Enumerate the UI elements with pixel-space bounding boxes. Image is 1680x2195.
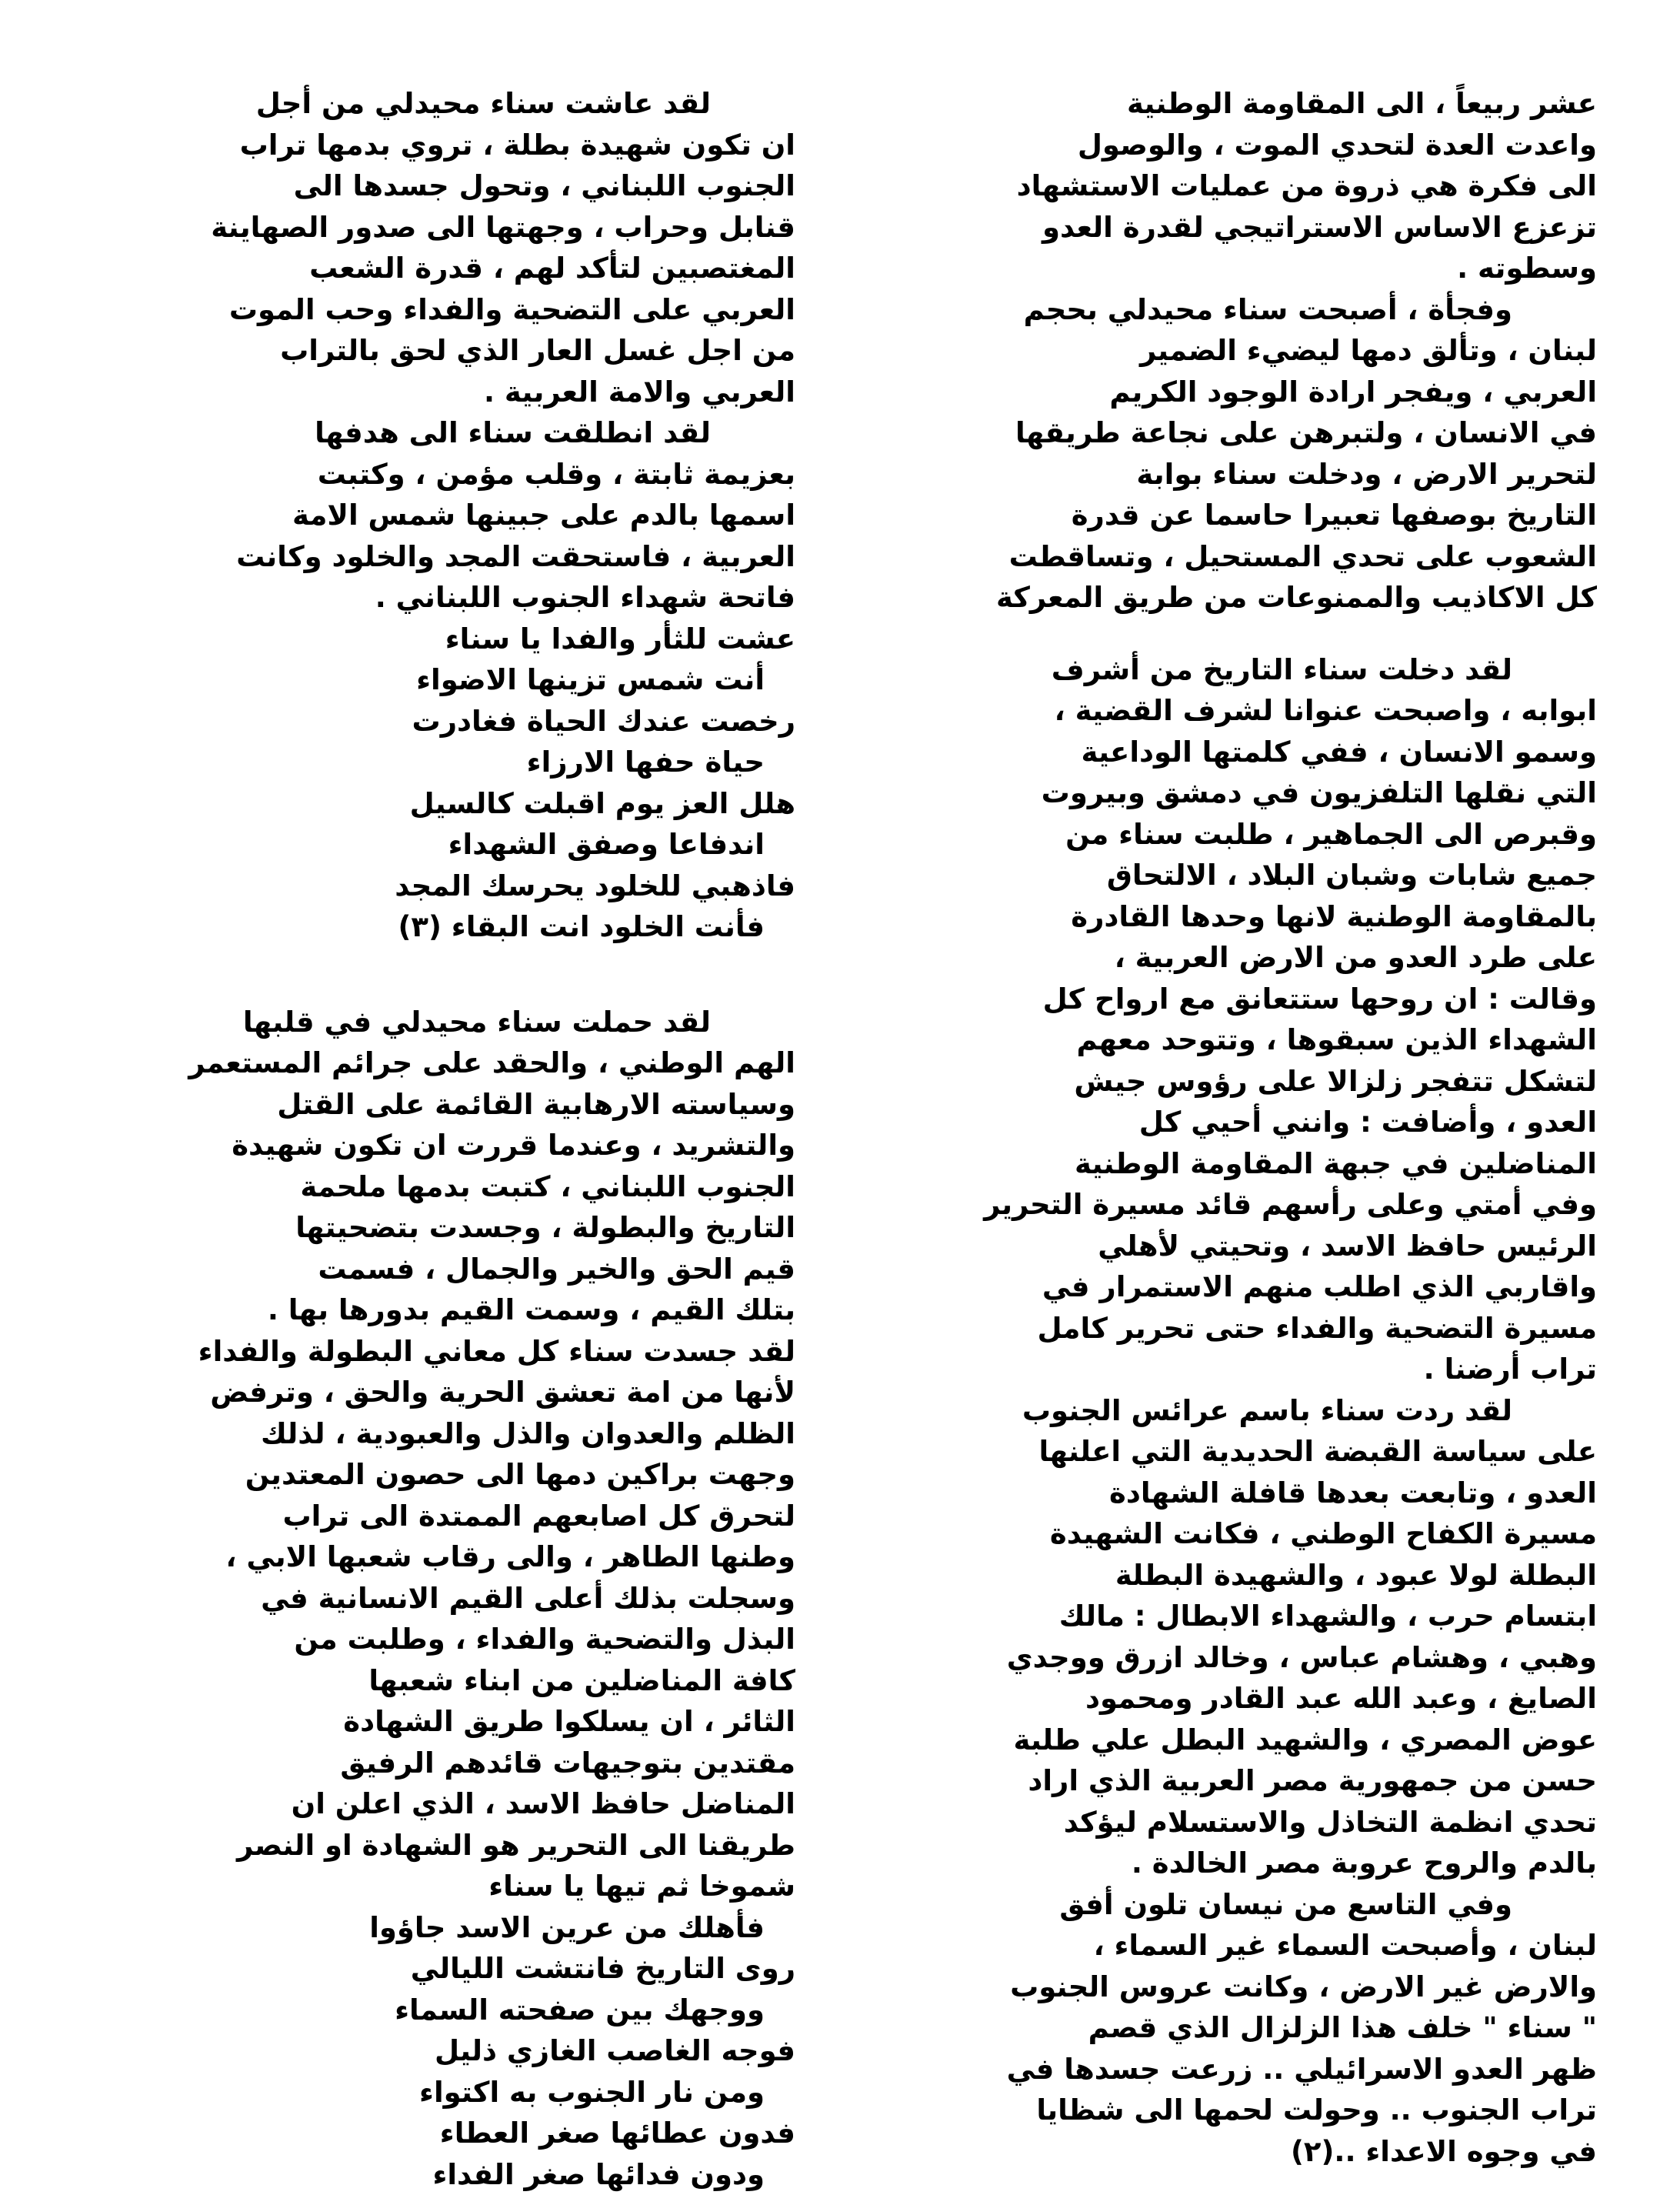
text-line: طريقنا الى التحرير هو الشهادة او النصر	[111, 1825, 795, 1866]
poem-line: حياة حفها الارزاء	[111, 742, 795, 783]
text-line: تراب أرضنا .	[912, 1349, 1597, 1390]
paragraph-start: لقد انطلقت سناء الى هدفها	[111, 412, 795, 454]
poem-line: فوجه الغاصب الغازي ذليل	[111, 2030, 795, 2072]
text-line: حسن من جمهورية مصر العربية الذي اراد	[912, 1760, 1597, 1802]
text-line: جميع شابات وشبان البلاد ، الالتحاق	[912, 855, 1597, 896]
text-line: المغتصبين لتأكد لهم ، قدرة الشعب	[111, 248, 795, 289]
text-line: الظلم والعدوان والذل والعبودية ، لذلك	[111, 1413, 795, 1455]
text-line: اسمها بالدم على جبينها شمس الامة	[111, 495, 795, 536]
text-line: العربي على التضحية والفداء وحب الموت	[111, 289, 795, 331]
poem-line: فاذهبي للخلود يحرسك المجد	[111, 866, 795, 907]
text-line: العدو ، وتابعت بعدها قافلة الشهادة	[912, 1473, 1597, 1514]
text-line: مسيرة التضحية والفداء حتى تحرير كامل	[912, 1308, 1597, 1349]
text-line: واعدت العدة لتحدي الموت ، والوصول	[912, 125, 1597, 166]
text-line: تحدي انظمة التخاذل والاستسلام ليؤكد	[912, 1802, 1597, 1843]
text-line: وقبرص الى الجماهير ، طلبت سناء من	[912, 814, 1597, 856]
poem-line: ودون فدائها صغر الفداء	[111, 2154, 795, 2195]
poem-line: رخصت عندك الحياة فغادرت	[111, 701, 795, 742]
paragraph-start: لقد ردت سناء باسم عرائس الجنوب	[912, 1390, 1597, 1432]
text-line: لأنها من امة تعشق الحرية والحق ، وترفض	[111, 1372, 795, 1413]
text-line: والتشريد ، وعندما قررت ان تكون شهيدة	[111, 1125, 795, 1166]
text-line: الثائر ، ان يسلكوا طريق الشهادة	[111, 1701, 795, 1743]
text-line: التي نقلها التلفزيون في دمشق وبيروت	[912, 772, 1597, 814]
text-line: كافة المناضلين من ابناء شعبها	[111, 1660, 795, 1702]
text-line: البطلة لولا عبود ، والشهيدة البطلة	[912, 1555, 1597, 1596]
paragraph-start: وفجأة ، أصبحت سناء محيدلي بحجم	[912, 289, 1597, 331]
text-line: " سناء " خلف هذا الزلزال الذي قصم	[912, 2007, 1597, 2049]
poem-line: أنت شمس تزينها الاضواء	[111, 659, 795, 701]
text-line: المناضلين في جبهة المقاومة الوطنية	[912, 1143, 1597, 1185]
poem-line: هلل العز يوم اقبلت كالسيل	[111, 783, 795, 825]
poem-line: اندفاعا وصفق الشهداء	[111, 824, 795, 866]
text-line: بالمقاومة الوطنية لانها وحدها القادرة	[912, 896, 1597, 938]
text-line: الشهداء الذين سبقوها ، وتتوحد معهم	[912, 1019, 1597, 1061]
text-line: لتحرق كل اصابعهم الممتدة الى تراب	[111, 1496, 795, 1537]
text-line: العربي والامة العربية .	[111, 372, 795, 413]
text-line: على سياسة القبضة الحديدية التي اعلنها	[912, 1431, 1597, 1473]
text-line: مقتدين بتوجيهات قائدهم الرفيق	[111, 1743, 795, 1784]
text-line: بتلك القيم ، وسمت القيم بدورها بها .	[111, 1289, 795, 1331]
text-line: المناضل حافظ الاسد ، الذي اعلن ان	[111, 1783, 795, 1825]
paragraph-start: لقد حملت سناء محيدلي في قلبها	[111, 1002, 795, 1043]
text-line: وهبي ، وهشام عباس ، وخالد ازرق ووجدي	[912, 1637, 1597, 1679]
poem-line: ووجهك بين صفحته السماء	[111, 1990, 795, 2031]
paragraph-start: لقد عاشت سناء محيدلي من أجل	[111, 83, 795, 125]
text-line: لتحرير الارض ، ودخلت سناء بوابة	[912, 454, 1597, 495]
footnote-ref-line: في وجوه الاعداء ..(٢)	[912, 2131, 1597, 2173]
text-line: الصايغ ، وعبد الله عبد القادر ومحمود	[912, 1678, 1597, 1720]
text-line: العربي ، ويفجر ارادة الوجود الكريم	[912, 372, 1597, 413]
text-line: التاريخ والبطولة ، وجسدت بتضحيتها	[111, 1207, 795, 1249]
text-line: ظهر العدو الاسرائيلي .. زرعت جسدها في	[912, 2049, 1597, 2090]
text-line: تراب الجنوب .. وحولت لحمها الى شظايا	[912, 2090, 1597, 2131]
text-line: العربية ، فاستحقت المجد والخلود وكانت	[111, 536, 795, 578]
text-line: فاتحة شهداء الجنوب اللبناني .	[111, 577, 795, 619]
text-line: مسيرة الكفاح الوطني ، فكانت الشهيدة	[912, 1513, 1597, 1555]
text-line: وقالت : ان روحها ستتعانق مع ارواح كل	[912, 979, 1597, 1020]
poem-line: فدون عطائها صغر العطاء	[111, 2113, 795, 2154]
text-line: ابوابه ، واصبحت عنوانا لشرف القضية ،	[912, 690, 1597, 732]
text-line: الرئيس حافظ الاسد ، وتحيتي لأهلي	[912, 1226, 1597, 1267]
text-line: من اجل غسل العار الذي لحق بالتراب	[111, 330, 795, 372]
poem-line: ومن نار الجنوب به اكتواء	[111, 2072, 795, 2113]
text-line: وسياسته الارهابية القائمة على القتل	[111, 1084, 795, 1126]
text-line: لتشكل تتفجر زلزالا على رؤوس جيش	[912, 1061, 1597, 1103]
text-line: قنابل وحراب ، وجهتها الى صدور الصهاينة	[111, 207, 795, 249]
text-line: واقاربي الذي اطلب منهم الاستمرار في	[912, 1266, 1597, 1308]
text-line: عوض المصري ، والشهيد البطل علي طلبة	[912, 1720, 1597, 1761]
paragraph-start: وفي التاسع من نيسان تلون أفق	[912, 1884, 1597, 1926]
poem-line: فأهلك من عرين الاسد جاؤوا	[111, 1907, 795, 1949]
text-line: البذل والتضحية والفداء ، وطلبت من	[111, 1619, 795, 1660]
text-line: بعزيمة ثابتة ، وقلب مؤمن ، وكتبت	[111, 454, 795, 495]
text-line: وجهت براكين دمها الى حصون المعتدين	[111, 1454, 795, 1496]
text-line: وسمو الانسان ، ففي كلمتها الوداعية	[912, 732, 1597, 773]
text-line: لبنان ، وتألق دمها ليضيء الضمير	[912, 330, 1597, 372]
text-line: على طرد العدو من الارض العربية ،	[912, 937, 1597, 979]
text-line: لقد جسدت سناء كل معاني البطولة والفداء	[111, 1331, 795, 1373]
text-line: التاريخ بوصفها تعبيرا حاسما عن قدرة	[912, 495, 1597, 536]
text-line: وفي أمتي وعلى رأسهم قائد مسيرة التحرير	[912, 1184, 1597, 1226]
text-line: الجنوب اللبناني ، وتحول جسدها الى	[111, 165, 795, 207]
text-line: ابتسام حرب ، والشهداء الابطال : مالك	[912, 1596, 1597, 1637]
text-line: كل الاكاذيب والممنوعات من طريق المعركة	[912, 577, 1597, 619]
text-line: تزعزع الاساس الاستراتيجي لقدرة العدو	[912, 207, 1597, 249]
text-line: وسطوته .	[912, 248, 1597, 289]
text-column-right	[912, 83, 1597, 2172]
text-line: الى فكرة هي ذروة من عمليات الاستشهاد	[912, 165, 1597, 207]
text-line: عشر ربيعاً ، الى المقاومة الوطنية	[912, 83, 1597, 125]
text-line: قيم الحق والخير والجمال ، فسمت	[111, 1249, 795, 1290]
poem-line: فأنت الخلود انت البقاء (٣)	[111, 906, 795, 948]
text-line: الجنوب اللبناني ، كتبت بدمها ملحمة	[111, 1166, 795, 1208]
paragraph-start: لقد دخلت سناء التاريخ من أشرف	[912, 649, 1597, 691]
text-line: والارض غير الارض ، وكانت عروس الجنوب	[912, 1966, 1597, 2008]
text-line: الهم الوطني ، والحقد على جرائم المستعمر	[111, 1042, 795, 1084]
poem-line: روى التاريخ فانتشت الليالي	[111, 1948, 795, 1990]
text-line: وسجلت بذلك أعلى القيم الانسانية في	[111, 1578, 795, 1620]
text-line: الشعوب على تحدي المستحيل ، وتساقطت	[912, 536, 1597, 578]
text-line: في الانسان ، ولتبرهن على نجاعة طريقها	[912, 412, 1597, 454]
text-line: بالدم والروح عروبة مصر الخالدة .	[912, 1843, 1597, 1884]
text-line: لبنان ، وأصبحت السماء غير السماء ،	[912, 1925, 1597, 1966]
text-line: وطنها الطاهر ، والى رقاب شعبها الابي ،	[111, 1536, 795, 1578]
text-column-left	[111, 83, 795, 2195]
text-line: ان تكون شهيدة بطلة ، تروي بدمها تراب	[111, 125, 795, 166]
text-line: العدو ، وأضافت : وانني أحيي كل	[912, 1102, 1597, 1143]
poem-line: عشت للثأر والفدا يا سناء	[111, 619, 795, 660]
poem-line: شموخا ثم تيها يا سناء	[111, 1866, 795, 1907]
